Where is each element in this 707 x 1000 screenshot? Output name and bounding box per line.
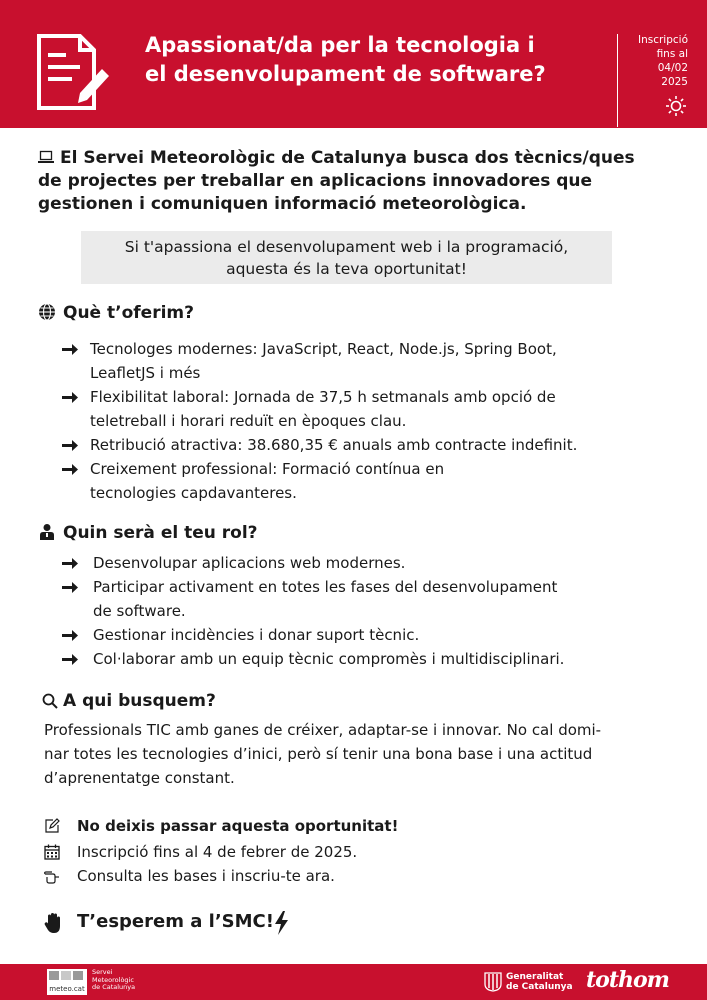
header-banner xyxy=(0,0,707,128)
page-title: Apassionat/da per la tecnologia i el desenvolupament de software? xyxy=(145,33,546,86)
edit-icon xyxy=(44,818,60,834)
search-heading: A qui busquem? xyxy=(42,690,216,712)
generalitat-name: Generalitat de Catalunya xyxy=(506,972,573,992)
pointing-hand-icon xyxy=(44,868,60,884)
intro-text: El Servei Meteorològic de Catalunya busca dos tècnics/ques de projectes per treballar en aplicacions innovadores que gestionen i comuniquen informació meteorològica. xyxy=(38,148,635,214)
sun-icon xyxy=(665,95,687,117)
smc-name: Servei Meteorològic de Catalunya xyxy=(92,968,136,991)
arrow-right-icon xyxy=(62,557,78,570)
deadline-note: Inscripció fins al 04/02 2025 xyxy=(637,34,688,88)
role-list xyxy=(62,551,662,671)
list-item: Tecnologes modernes: JavaScript, React, Node.js, Spring Boot, LeafletJS i més xyxy=(62,337,662,385)
generalitat-logo xyxy=(484,972,502,992)
search-icon xyxy=(42,693,58,709)
lightning-icon xyxy=(273,911,289,935)
list-item: Retribució atractiva: 38.680,35 € anuals amb contracte indefinit. xyxy=(62,433,662,457)
list-item: Col·laborar amb un equip tècnic compromès i multidisciplinari. xyxy=(62,647,662,671)
list-item: Participar activament en totes les fases del desenvolupament de software. xyxy=(62,575,662,623)
role-heading: Quin serà el teu rol? xyxy=(38,522,258,544)
smc-logo xyxy=(47,969,87,995)
tothom-logo: tothom xyxy=(586,967,669,993)
list-item: Desenvolupar aplicacions web modernes. xyxy=(62,551,662,575)
arrow-right-icon xyxy=(62,463,78,476)
hand-icon xyxy=(44,912,64,934)
arrow-right-icon xyxy=(62,391,78,404)
list-item: Creixement professional: Formació contínua en tecnologies capdavanteres. xyxy=(62,457,662,505)
globe-icon xyxy=(38,303,56,321)
person-icon xyxy=(38,523,56,541)
calendar-icon xyxy=(44,844,60,860)
svg-text:meteo.cat: meteo.cat xyxy=(49,985,85,993)
arrow-right-icon xyxy=(62,343,78,356)
search-description: Professionals TIC amb ganes de créixer, adaptar-se i innovar. No cal domi- nar totes les tecnologies d’inici, però sí tenir una bona base i una actitud d’aprenentatge constant. xyxy=(44,721,602,787)
arrow-right-icon xyxy=(62,581,78,594)
header-divider xyxy=(617,34,618,127)
offer-heading: Què t’oferim? xyxy=(38,302,194,324)
list-item: Flexibilitat laboral: Jornada de 37,5 h setmanals amb opció de teletreball i horari reduït en èpoques clau. xyxy=(62,385,662,433)
arrow-right-icon xyxy=(62,439,78,452)
highlight-box: Si t'apassiona el desenvolupament web i la programació, aquesta és la teva oportunitat! xyxy=(81,231,612,284)
arrow-right-icon xyxy=(62,629,78,642)
arrow-right-icon xyxy=(62,653,78,666)
laptop-icon xyxy=(38,150,54,164)
document-edit-icon xyxy=(36,33,110,111)
offer-list xyxy=(62,337,662,505)
list-item: Gestionar incidències i donar suport tècnic. xyxy=(62,623,662,647)
footer-bar xyxy=(0,964,707,1000)
